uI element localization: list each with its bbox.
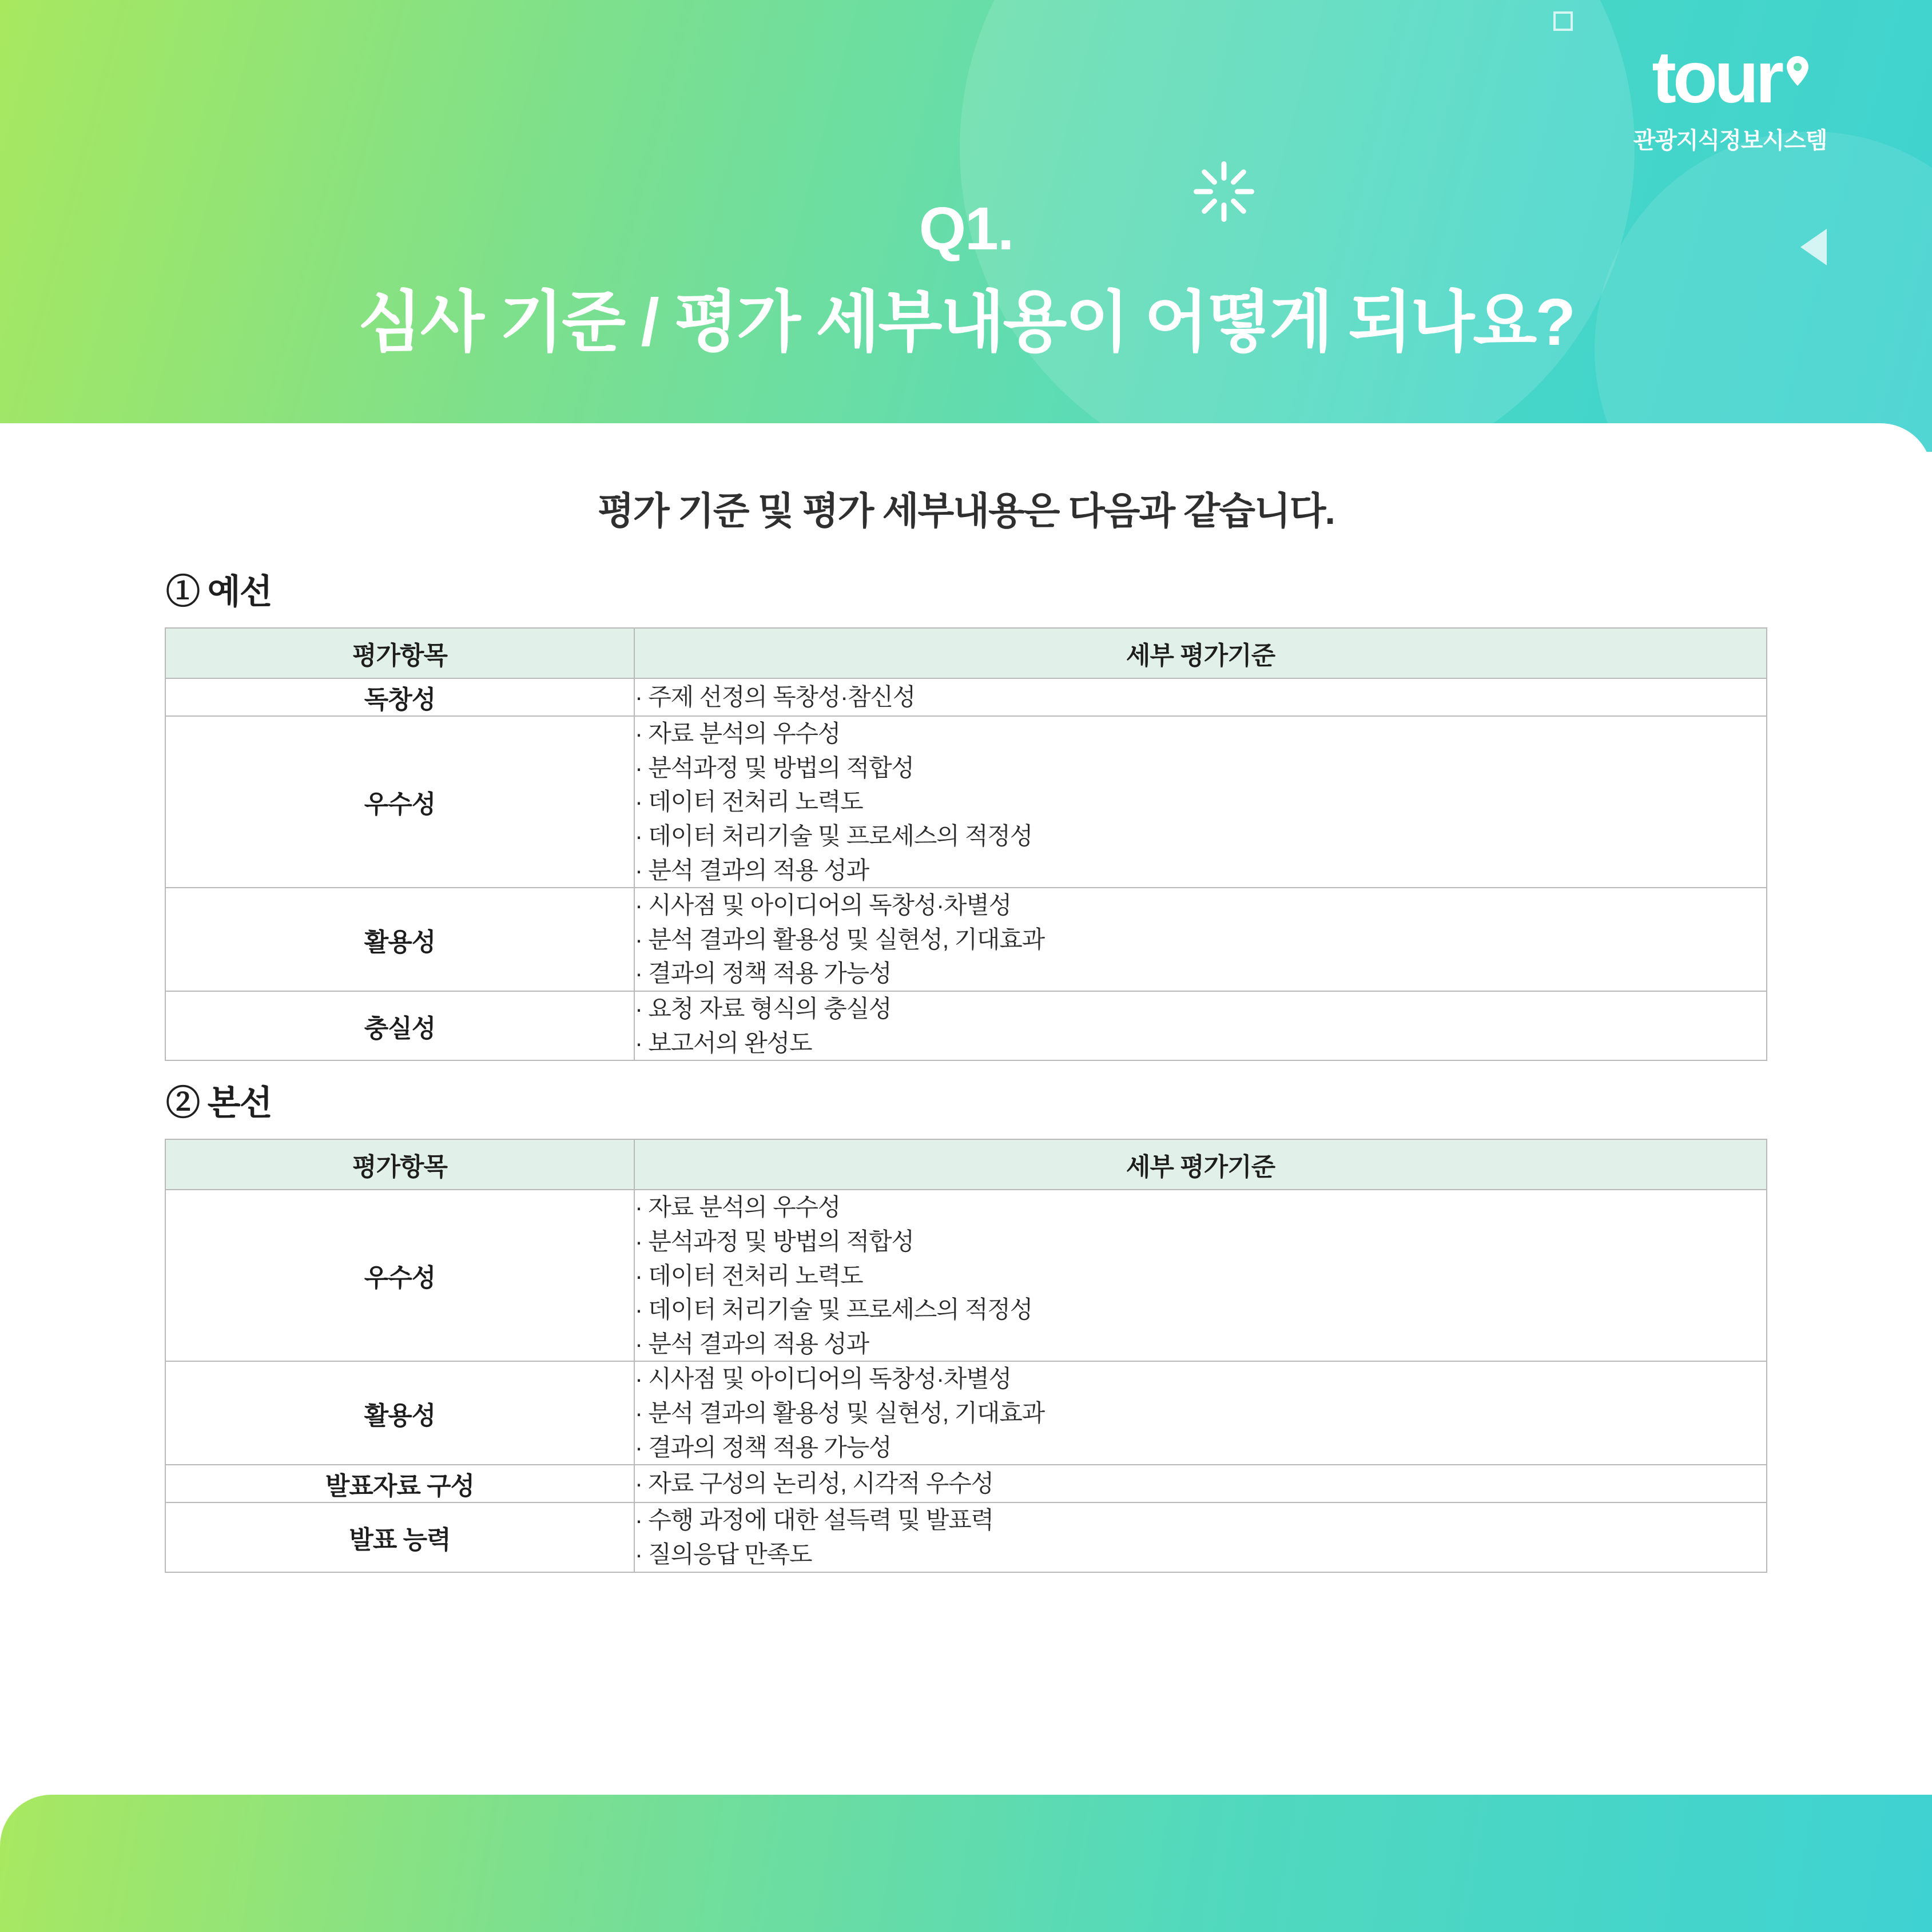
- criteria-details: [634, 991, 1767, 1060]
- criteria-details: [634, 1502, 1767, 1572]
- column-header-detail: 세부 평가기준: [634, 628, 1767, 678]
- section-heading-final: ② 본선: [166, 1084, 272, 1123]
- detail-bullet: · 결과의 정책 적용 가능성: [635, 956, 1766, 991]
- square-outline-icon: [1553, 11, 1573, 31]
- column-header-item: 평가항목: [165, 628, 634, 678]
- detail-bullet: · 주제 선정의 독창성·참신성: [635, 680, 1766, 714]
- detail-bullet: · 데이터 전처리 노력도: [635, 1259, 1766, 1293]
- criteria-item: 독창성: [165, 678, 634, 716]
- main-content: [0, 480, 1932, 1588]
- table-header-row: [165, 628, 1767, 678]
- criteria-details: [634, 716, 1767, 888]
- column-header-item: 평가항목: [165, 1139, 634, 1190]
- table-row: [165, 678, 1767, 716]
- detail-bullet: · 요청 자료 형식의 충실성: [635, 992, 1766, 1026]
- criteria-table-preliminary: [165, 627, 1767, 1061]
- detail-bullet: · 질의응답 만족도: [635, 1537, 1766, 1572]
- logo-subtitle: 관광지식정보시스템: [1633, 128, 1827, 153]
- detail-bullet: · 시사점 및 아이디어의 독창성·차별성: [635, 1362, 1766, 1396]
- table-row: [165, 1465, 1767, 1502]
- lead-text: 평가 기준 및 평가 세부내용은 다음과 같습니다.: [598, 490, 1334, 532]
- detail-bullet: · 데이터 처리기술 및 프로세스의 적정성: [635, 1293, 1766, 1327]
- criteria-item: 발표 능력: [165, 1502, 634, 1572]
- table-row: [165, 1361, 1767, 1465]
- brand-logo: [1596, 37, 1865, 155]
- detail-bullet: · 분석 결과의 적용 성과: [635, 853, 1766, 888]
- criteria-item: 우수성: [165, 1190, 634, 1361]
- detail-bullet: · 데이터 처리기술 및 프로세스의 적정성: [635, 819, 1766, 853]
- criteria-item: 활용성: [165, 1361, 634, 1465]
- detail-bullet: · 보고서의 완성도: [635, 1026, 1766, 1060]
- location-pin-icon: [1787, 56, 1808, 78]
- detail-bullet: · 분석 결과의 활용성 및 실현성, 기대효과: [635, 1396, 1766, 1430]
- question-title: 심사 기준 / 평가 세부내용이 어떻게 되나요?: [357, 285, 1575, 359]
- table-row: [165, 991, 1767, 1060]
- detail-bullet: · 수행 과정에 대한 설득력 및 발표력: [635, 1503, 1766, 1537]
- criteria-details: [634, 888, 1767, 991]
- criteria-details: [634, 1465, 1767, 1502]
- page-footer: [0, 1795, 1932, 1932]
- detail-bullet: · 자료 분석의 우수성: [635, 717, 1766, 751]
- detail-bullet: · 시사점 및 아이디어의 독창성·차별성: [635, 888, 1766, 923]
- table-header-row: [165, 1139, 1767, 1190]
- logo-wordmark-text: tour: [1652, 37, 1781, 118]
- page-header: [0, 0, 1932, 452]
- section-heading-preliminary: ① 예선: [166, 573, 272, 611]
- criteria-item: 발표자료 구성: [165, 1465, 634, 1502]
- criteria-details: [634, 1361, 1767, 1465]
- detail-bullet: · 분석 결과의 적용 성과: [635, 1327, 1766, 1361]
- table-row: [165, 888, 1767, 991]
- criteria-details: [634, 678, 1767, 716]
- criteria-details: [634, 1190, 1767, 1361]
- column-header-detail: 세부 평가기준: [634, 1139, 1767, 1190]
- detail-bullet: · 자료 구성의 논리성, 시각적 우수성: [635, 1466, 1766, 1501]
- detail-bullet: · 분석과정 및 방법의 적합성: [635, 751, 1766, 785]
- criteria-table-final: [165, 1139, 1767, 1572]
- table-row: [165, 1190, 1767, 1361]
- criteria-item: 충실성: [165, 991, 634, 1060]
- detail-bullet: · 결과의 정책 적용 가능성: [635, 1430, 1766, 1465]
- detail-bullet: · 자료 분석의 우수성: [635, 1190, 1766, 1225]
- detail-bullet: · 분석 결과의 활용성 및 실현성, 기대효과: [635, 923, 1766, 957]
- criteria-item: 우수성: [165, 716, 634, 888]
- table-row: [165, 716, 1767, 888]
- criteria-item: 활용성: [165, 888, 634, 991]
- table-row: [165, 1502, 1767, 1572]
- question-number: Q1.: [919, 195, 1013, 263]
- detail-bullet: · 데이터 전처리 노력도: [635, 785, 1766, 819]
- detail-bullet: · 분석과정 및 방법의 적합성: [635, 1225, 1766, 1259]
